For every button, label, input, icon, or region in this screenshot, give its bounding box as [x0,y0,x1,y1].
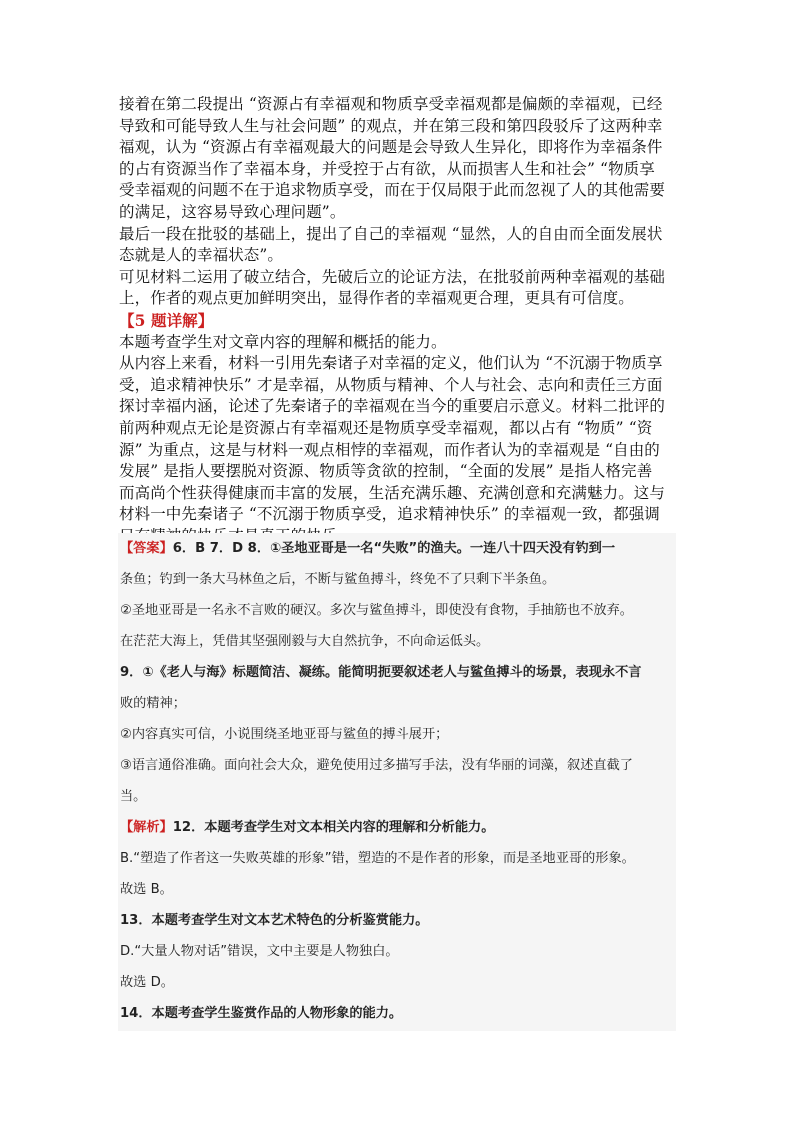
answer-line: 在茫茫大海上，凭借其坚强刚毅与大自然抗争，不向命运低头。 [120,634,490,649]
q13-option-d: D.“大量人物对话”错误，文中主要是人物独白。 [120,944,399,959]
text-line: 的占有资源当作了幸福本身，并受控于占有欲，从而损害人生和社会” “物质享 [119,159,655,178]
text-line: 的满足，这容易导致心理问题”。 [119,202,346,221]
answer-line [118,533,676,564]
paragraph-argument-structure [119,94,677,224]
q13-text: 13．本题考查学生对文本艺术特色的分析鉴赏能力。 [120,913,429,928]
q5-intro: 本题考查学生对文章内容的理解和概括的能力。 [119,332,447,351]
q12-choice: 故选 B。 [120,882,173,897]
q12-text: 12．本题考查学生对文本相关内容的理解和分析能力。 [172,820,495,835]
text-line: 探讨幸福内涵，论述了先秦诸子的幸福观在当今的重要启示意义。材料二批评的 [119,397,666,416]
paragraph-conclusion [119,267,677,310]
q9-line: 9．①《老人与海》标题简洁、凝练。能简明扼要叙述老人与鲨鱼搏斗的场景，表现永不言 [120,665,642,680]
paragraph-final-section [119,224,677,267]
q14-text: 14．本题考查学生鉴赏作品的人物形象的能力。 [120,1006,403,1021]
text-line: 接着在第二段提出 “资源占有幸福观和物质享受幸福观都是偏颇的幸福观，已经 [119,95,663,113]
explanation-text-block [119,94,677,547]
text-line: 从内容上来看，材料一引用先秦诸子对幸福的定义，他们认为 “不沉溺于物质享 [119,354,663,373]
q9-line: 当。 [120,789,147,804]
text-line: 而高尚个性获得健康而丰富的发展，生活充满乐趣、充满创意和充满魅力。这与 [119,483,666,502]
text-line: 受，追求精神快乐” 才是幸福，从物质与精神、个人与社会、志向和责任三方面 [119,375,663,394]
answer-label: 【答案】 [120,541,173,556]
text-line: 上，作者的观点更加鲜明突出，显得作者的幸福观更合理，更具有可信度。 [119,289,634,308]
answer-section [118,533,676,1031]
q12-option-b: B.“塑造了作者这一失败英雄的形象”错，塑造的不是作者的形象，而是圣地亚哥的形象。 [120,851,635,866]
text-line: 前两种观点无论是资源占有幸福观还是物质享受幸福观，都以占有 “物质” “资 [119,418,653,437]
q5-heading: 【5 题详解】 [119,310,214,330]
answer-line: ②圣地亚哥是一名永不言败的硬汉。多次与鲨鱼搏斗，即使没有食物，手抽筋也不放弃。 [120,603,633,618]
text-line: 发展” 是指人要摆脱对资源、物质等贪欲的控制，“全面的发展” 是指人格完善 [119,462,653,481]
text-line: 源” 为重点，这是与材料一观点相悖的幸福观，而作者认为的幸福观是 “自由的 [119,440,660,459]
paragraph-q5-detail [119,353,677,547]
q13-choice: 故选 D。 [120,975,174,990]
q9-line: ②内容真实可信，小说围绕圣地亚哥与鲨鱼的搏斗展开； [120,727,449,742]
text-line: 导致和可能导致人生与社会问题” 的观点，并在第三段和第四段驳斥了这两种幸 [119,116,663,135]
text-line: 受幸福观的问题不在于追求物质享受，而在于仅局限于此而忽视了人的其他需要 [119,181,666,200]
q9-line: 败的精神； [120,696,186,711]
answer-line: 条鱼；钓到一条大马林鱼之后，不断与鲨鱼搏斗，终免不了只剩下半条鱼。 [120,572,556,587]
text-line: 态就是人的幸福状态”。 [119,246,284,265]
analysis-label: 【解析】 [120,820,173,835]
text-line: 福观，认为 “资源占有幸福观最大的问题是会导致人生异化，即将作为幸福条件 [119,138,663,157]
text-line: 材料一中先秦诸子 “不沉溺于物质享受，追求精神快乐” 的幸福观一致，都强调 [119,505,660,524]
answer-text: 6．B 7．D 8．①圣地亚哥是一名“失败”的渔夫。一连八十四天没有钓到一 [172,541,616,556]
q9-line: ③语言通俗准确。面向社会大众，避免使用过多描写手法，没有华丽的词藻，叙述直截了 [120,758,633,773]
analysis-line [118,812,676,843]
text-line: 可见材料二运用了破立结合，先破后立的论证方法，在批驳前两种幸福观的基础 [119,267,666,286]
text-line: 最后一段在批驳的基础上，提出了自己的幸福观 “显然，人的自由而全面发展状 [119,224,663,243]
